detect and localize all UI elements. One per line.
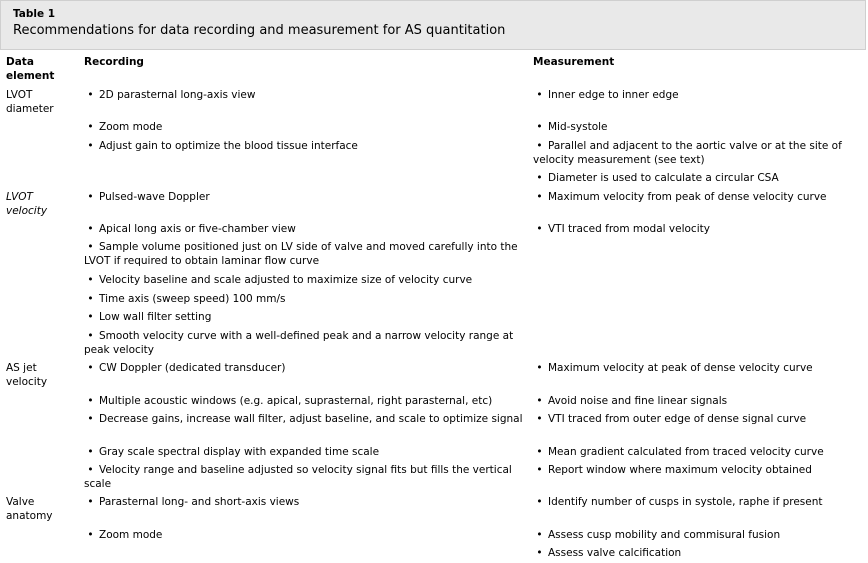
list-item: • Parallel and adjacent to the aortic valve or at the site of velocity measurement (see text) (533, 140, 842, 166)
list-item: • CW Doppler (dedicated transducer) (84, 362, 286, 374)
list-item: • Diameter is used to calculate a circular CSA (533, 172, 779, 184)
list-item: • Apical long axis or five-chamber view (84, 223, 296, 235)
list-item: • Smooth velocity curve with a well-defined peak and a narrow velocity range at peak velocity (84, 330, 514, 356)
list-item: • Assess valve calcification (533, 547, 682, 559)
header-recording: Recording (84, 56, 144, 68)
list-item: • Mid-systole (533, 121, 608, 133)
list-item: • Mean gradient calculated from traced velocity curve (533, 446, 824, 458)
list-item: • Gray scale spectral display with expanded time scale (84, 446, 380, 458)
list-item: • Zoom mode (84, 121, 163, 133)
list-item: • Velocity range and baseline adjusted so velocity signal fits but fills the vertical scale (84, 464, 512, 490)
list-item: • Pulsed-wave Doppler (84, 191, 210, 203)
row-label-as-jet-velocity: AS jet velocity (6, 362, 48, 388)
list-item: • Low wall filter setting (84, 311, 212, 323)
table-label: Table 1 (13, 8, 56, 20)
list-item: • Decrease gains, increase wall filter, adjust baseline, and scale to optimize signal (84, 413, 523, 425)
list-item: • Parasternal long- and short-axis views (84, 496, 300, 508)
list-item: • Zoom mode (84, 529, 163, 541)
list-item: • 2D parasternal long-axis view (84, 89, 256, 101)
header-measurement: Measurement (533, 56, 615, 68)
list-item: • Inner edge to inner edge (533, 89, 679, 101)
list-item: • Assess cusp mobility and commisural fusion (533, 529, 781, 541)
table-caption (0, 0, 866, 50)
list-item: • VTI traced from modal velocity (533, 223, 710, 235)
list-item: • Multiple acoustic windows (e.g. apical, suprasternal, right parasternal, etc) (84, 395, 493, 407)
header-data-element: Data element (6, 56, 55, 82)
list-item: • Maximum velocity at peak of dense velocity curve (533, 362, 813, 374)
list-item: • Sample volume positioned just on LV side of valve and moved carefully into the LVOT if required to obtain laminar flow curve (84, 241, 518, 267)
list-item: • Maximum velocity from peak of dense velocity curve (533, 191, 827, 203)
list-item: • Time axis (sweep speed) 100 mm/s (84, 293, 286, 305)
row-label-lvot-velocity: LVOT velocity (6, 191, 48, 217)
row-label-valve-anatomy: Valve anatomy (6, 496, 53, 522)
table-title: Recommendations for data recording and measurement for AS quantitation (13, 23, 506, 38)
list-item: • Identify number of cusps in systole, raphe if present (533, 496, 823, 508)
list-item: • Adjust gain to optimize the blood tissue interface (84, 140, 358, 152)
list-item: • VTI traced from outer edge of dense signal curve (533, 413, 807, 425)
list-item: • Avoid noise and fine linear signals (533, 395, 728, 407)
list-item: • Report window where maximum velocity obtained (533, 464, 812, 476)
list-item: • Velocity baseline and scale adjusted to maximize size of velocity curve (84, 274, 473, 286)
row-label-lvot-diameter: LVOT diameter (6, 89, 54, 115)
